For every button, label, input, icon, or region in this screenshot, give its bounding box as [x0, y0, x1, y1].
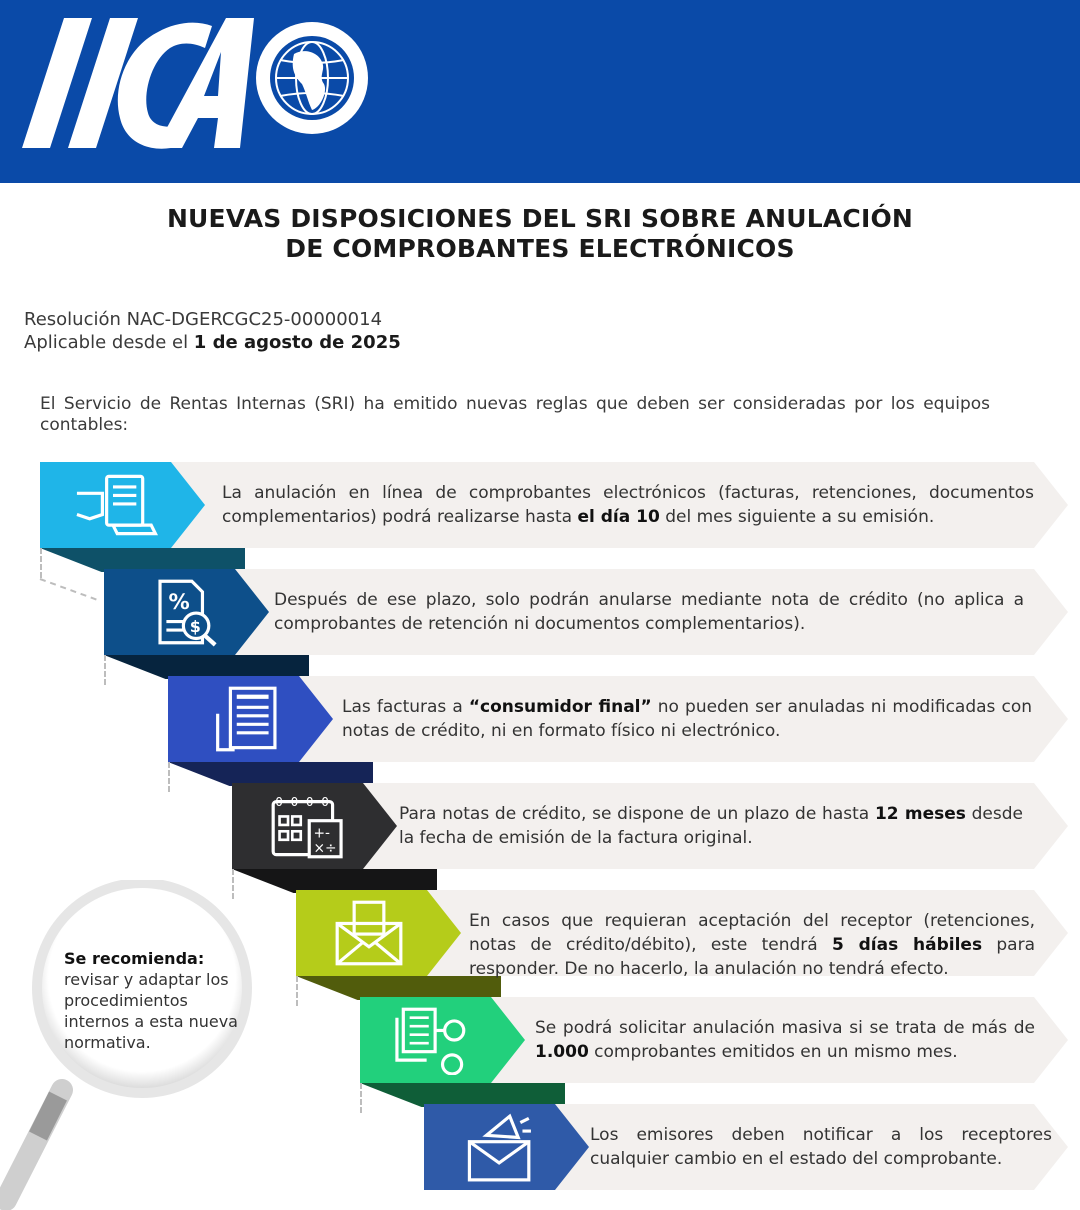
step-shadow — [360, 1083, 565, 1107]
svg-text:%: % — [168, 589, 190, 615]
step-text-emphasis: 1.000 — [535, 1042, 589, 1062]
step-text — [274, 588, 1024, 636]
resolution-number: Resolución NAC-DGERCGC25-00000014 — [24, 309, 383, 330]
svg-text:×÷: ×÷ — [313, 840, 337, 857]
step-icon-tab — [40, 462, 205, 548]
step-text — [342, 695, 1032, 743]
step-text — [222, 481, 1034, 529]
step-text-part: Se podrá solicitar anulación masiva si se trata de más de — [535, 1018, 1035, 1038]
step-text — [469, 909, 1035, 981]
svg-text:$: $ — [189, 617, 201, 637]
step-text-emphasis: 5 días hábiles — [831, 935, 983, 955]
step-icon-tab — [424, 1104, 589, 1190]
guide-line — [296, 976, 298, 1006]
step-shadow — [104, 655, 309, 679]
step-icon-tab — [168, 676, 333, 762]
step-text-part: La anulación en línea de comprobantes electrónicos (facturas, retenciones, documentos complementarios) podrá realizarse hasta — [222, 483, 1034, 527]
guide-line — [168, 762, 170, 792]
step-text-part: Para notas de crédito, se dispone de un plazo de hasta — [399, 804, 875, 824]
step-text — [590, 1123, 1052, 1171]
step-text-emphasis: “consumidor final” — [468, 697, 652, 717]
step-text-part: Después de ese plazo, solo podrán anularse mediante nota de crédito (no aplica a comprobantes de retención ni documentos complementarios). — [274, 590, 1024, 634]
step-text-part: En casos que requieran aceptación del receptor (retenciones, notas de crédito/débito), este tendrá — [469, 911, 1035, 955]
envelope-icon — [324, 898, 414, 968]
svg-text:+-: +- — [313, 825, 331, 842]
step-shadow — [232, 869, 437, 893]
applicable-prefix: Aplicable desde el — [24, 332, 194, 353]
step-icon-tab — [296, 890, 461, 976]
document-hand-icon — [68, 470, 158, 540]
step-text-part: no pueden ser anuladas ni modificadas con notas de crédito, ni en formato físico ni electrónico. — [342, 697, 1033, 741]
svg-text:0-0-0-0: 0-0-0-0 — [275, 793, 329, 809]
percent-document-icon — [132, 577, 222, 647]
step-text-emphasis: el día 10 — [577, 507, 660, 527]
recommendation-text — [64, 948, 244, 1053]
step-icon-tab — [360, 997, 525, 1083]
recommendation-label: Se recomienda: — [64, 949, 205, 968]
title-line-2: DE COMPROBANTES ELECTRÓNICOS — [285, 234, 795, 263]
step-text-part: Los emisores deben notificar a los receptores cualquier cambio en el estado del comprobante. — [590, 1125, 1052, 1169]
step-text — [535, 1016, 1035, 1064]
step-icon-tab — [232, 783, 397, 869]
step-shadow — [40, 548, 245, 572]
megaphone-envelope-icon — [452, 1112, 542, 1182]
step-text-part: Las facturas a — [342, 697, 469, 717]
receipt-icon — [196, 684, 286, 754]
recommendation-body: revisar y adaptar los procedimientos internos a esta nueva normativa. — [64, 970, 238, 1052]
step-text-part: comprobantes emitidos en un mismo mes. — [588, 1042, 958, 1062]
step-text-part: desde la fecha de emisión de la factura original. — [399, 804, 1023, 848]
step-text-part: del mes siguiente a su emisión. — [659, 507, 935, 527]
intro-paragraph: El Servicio de Rentas Internas (SRI) ha emitido nuevas reglas que deben ser consideradas por los equipos contables: — [40, 394, 990, 435]
guide-line — [360, 1083, 362, 1113]
step-text-part: para responder. De no hacerlo, la anulación no tendrá efecto. — [469, 935, 1035, 979]
guide-line — [40, 548, 42, 578]
calendar-calculator-icon — [260, 791, 350, 861]
title-line-1: NUEVAS DISPOSICIONES DEL SRI SOBRE ANULACIÓN — [166, 204, 914, 233]
step-shadow — [168, 762, 373, 786]
applicable-date: 1 de agosto de 2025 — [193, 332, 401, 353]
guide-line — [104, 655, 106, 685]
step-icon-tab — [104, 569, 269, 655]
documents-gears-icon — [388, 1005, 478, 1075]
step-text — [399, 802, 1023, 850]
step-text-emphasis: 12 meses — [874, 804, 966, 824]
